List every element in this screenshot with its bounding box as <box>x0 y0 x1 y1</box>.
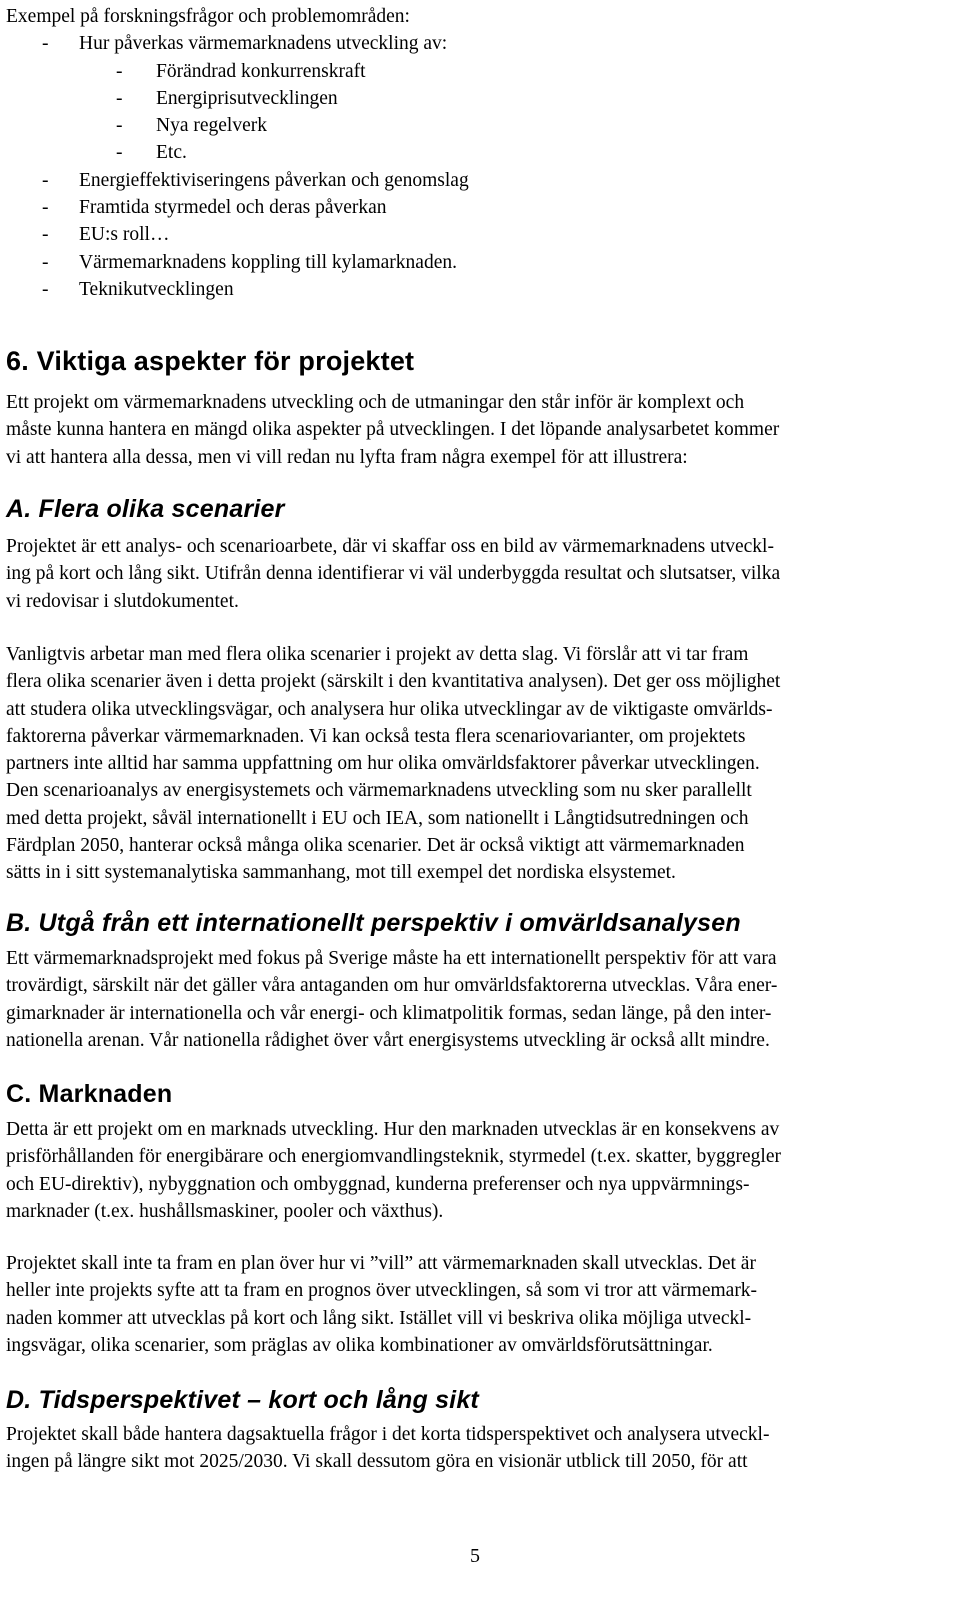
section-c-paragraph-2 <box>6 1250 946 1359</box>
list-item <box>6 85 410 112</box>
list-item <box>6 276 410 303</box>
list-item <box>6 58 410 85</box>
list-item-text: Teknikutvecklingen <box>79 278 234 300</box>
section-b-paragraph <box>6 945 946 1054</box>
text-line: Ett värmemarknadsprojekt med fokus på Sverige måste ha ett internationellt perspektiv för att vara <box>6 948 777 969</box>
section-d-heading: D. Tidsperspektivet – kort och lång sikt <box>6 1386 479 1414</box>
bullet-dash: - <box>42 251 49 273</box>
text-line: partners inte alltid har samma uppfattning om hur olika omvärldsfaktorer påverkar utvecklingen. <box>6 753 760 775</box>
section-b-heading: B. Utgå från ett internationellt perspektiv i omvärldsanalysen <box>6 909 741 937</box>
bullet-dash: - <box>42 169 49 191</box>
list-item-text: Värmemarknadens koppling till kylamarknaden. <box>79 251 457 273</box>
text-line: Färdplan 2050, hanterar också många olika scenarier. Det är också viktigt att värmemarknaden <box>6 835 745 857</box>
text-line: prisförhållanden för energibärare och energiomvandlingsteknik, styrmedel (t.ex. skatter, byggregler <box>6 1146 781 1168</box>
list-item <box>6 194 410 221</box>
list-item <box>6 112 410 139</box>
text-line: flera olika scenarier även i detta projekt (särskilt i den kvantitativa analysen). Det ger oss möjlighet <box>6 671 781 693</box>
text-line: Ett projekt om värmemarknadens utveckling och de utmaningar den står inför är komplext och <box>6 392 745 413</box>
bullet-dash: - <box>42 278 49 300</box>
list-item-text: Etc. <box>156 142 187 164</box>
intro-title: Exempel på forskningsfrågor och problemområden: <box>6 6 410 27</box>
list-item-text: Hur påverkas värmemarknadens utveckling av: <box>79 33 448 55</box>
list-item-text: Förändrad konkurrenskraft <box>156 60 366 82</box>
section-d-paragraph <box>6 1421 946 1476</box>
text-line: nationella arenan. Vår nationella rådighet över vårt energisystems utveckling är också allt mindre. <box>6 1029 770 1051</box>
research-questions-list <box>6 30 469 303</box>
page-number: 5 <box>470 1545 480 1567</box>
text-line: måste kunna hantera en mängd olika aspekter på utvecklingen. I det löpande analysarbetet kommer <box>6 419 780 441</box>
text-line: att studera olika utvecklingsvägar, och analysera hur olika utvecklingar av de viktigaste omvärlds- <box>6 698 773 720</box>
list-item <box>6 249 457 276</box>
section-a-heading: A. Flera olika scenarier <box>6 495 285 523</box>
text-line: Detta är ett projekt om en marknads utveckling. Hur den marknaden utvecklas är en konsekvens av <box>6 1119 780 1140</box>
text-line: med detta projekt, såväl internationellt i EU och IEA, som nationellt i Långtidsutredningen och <box>6 807 749 829</box>
text-line: Projektet skall både hantera dagsaktuella frågor i det korta tidsperspektivet och analysera utveckl- <box>6 1424 770 1445</box>
list-item <box>6 221 410 248</box>
list-item <box>6 30 448 57</box>
bullet-dash: - <box>116 87 123 109</box>
section-c-heading: C. Marknaden <box>6 1080 173 1108</box>
text-line: gimarknader är internationella och vår energi- och klimatpolitik formas, sedan länge, på den inter- <box>6 1002 772 1024</box>
list-item-text: Energiprisutvecklingen <box>156 87 338 109</box>
text-line: Den scenarioanalys av energisystemets och värmemarknadens utveckling som nu sker parallellt <box>6 780 752 802</box>
text-line: ingen på längre sikt mot 2025/2030. Vi skall dessutom göra en visionär utblick till 2050, för att <box>6 1451 748 1473</box>
text-line: faktorerna påverkar värmemarknaden. Vi kan också testa flera scenariovarianter, om projektets <box>6 725 746 747</box>
section-6-paragraph <box>6 389 946 471</box>
section-c-paragraph-1 <box>6 1116 946 1225</box>
list-item <box>6 139 410 166</box>
text-line: Projektet skall inte ta fram en plan över hur vi ”vill” att värmemarknaden skall utvecklas. Det är <box>6 1253 756 1274</box>
text-line: ing på kort och lång sikt. Utifrån denna identifierar vi väl underbyggda resultat och slutsatser, vilka <box>6 563 781 585</box>
text-line: naden kommer att utvecklas på kort och lång sikt. Istället vill vi beskriva olika möjliga utveckl- <box>6 1307 752 1329</box>
text-line: och EU-direktiv), nybyggnation och ombyggnad, kunderna preferenser och nya uppvärmnings- <box>6 1173 750 1195</box>
text-line: marknader (t.ex. hushållsmaskiner, pooler och växthus). <box>6 1200 444 1222</box>
list-item-text: Nya regelverk <box>156 115 267 137</box>
text-line: heller inte projekts syfte att ta fram en prognos över utvecklingen, så som vi tror att värmemark- <box>6 1280 758 1302</box>
text-line: vi att hantera alla dessa, men vi vill redan nu lyfta fram några exempel för att illustrera: <box>6 446 688 468</box>
text-line: trovärdigt, särskilt när det gäller våra antaganden om hur omvärldsfaktorerna utvecklas. Våra ener- <box>6 975 778 997</box>
research-questions-block <box>6 3 469 303</box>
bullet-dash: - <box>116 115 123 137</box>
list-item-text: EU:s roll… <box>79 224 170 246</box>
bullet-dash: - <box>42 33 49 55</box>
text-line: Vanligtvis arbetar man med flera olika scenarier i projekt av detta slag. Vi förslår att vi tar fram <box>6 644 749 665</box>
section-a-paragraph-2 <box>6 641 946 887</box>
bullet-dash: - <box>42 224 49 246</box>
text-line: Projektet är ett analys- och scenarioarbete, där vi skaffar oss en bild av värmemarknadens utveckl- <box>6 536 774 557</box>
list-item-text: Framtida styrmedel och deras påverkan <box>79 197 387 219</box>
list-item <box>6 167 469 194</box>
bullet-dash: - <box>116 60 123 82</box>
bullet-dash: - <box>116 142 123 164</box>
text-line: sätts in i sitt systemanalytiska sammanhang, mot till exempel det nordiska elsystemet. <box>6 862 676 884</box>
list-item-text: Energieffektiviseringens påverkan och genomslag <box>79 169 469 191</box>
bullet-dash: - <box>42 197 49 219</box>
text-line: ingsvägar, olika scenarier, som präglas av olika kombinationer av omvärldsförutsättningar. <box>6 1334 713 1356</box>
section-6-heading: 6. Viktiga aspekter för projektet <box>6 346 415 376</box>
text-line: vi redovisar i slutdokumentet. <box>6 590 239 612</box>
section-a-paragraph-1 <box>6 533 946 615</box>
